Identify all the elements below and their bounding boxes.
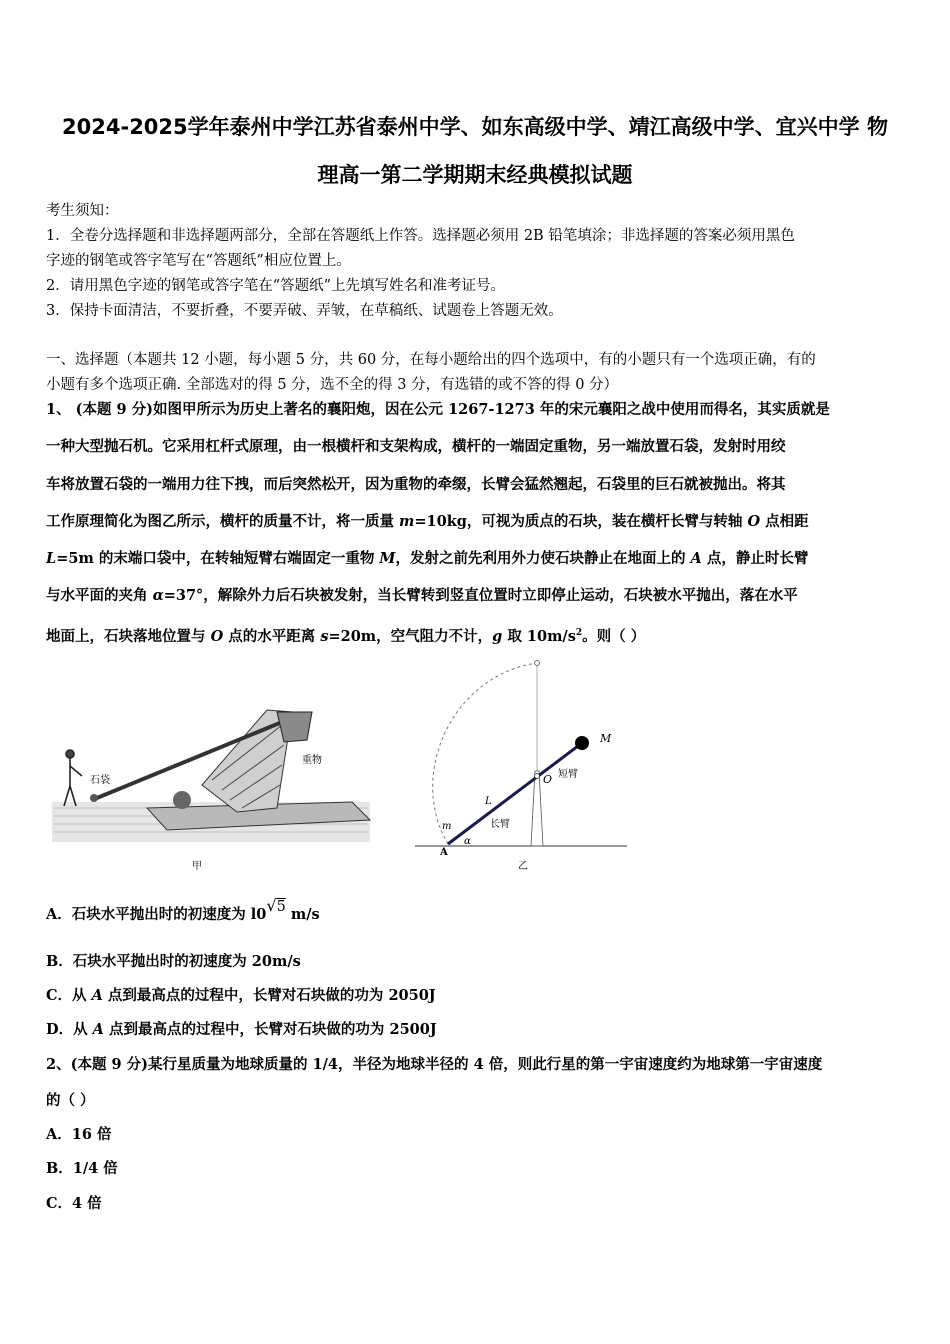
option-b: B．石块水平抛出时的初速度为 20m/s xyxy=(46,953,301,970)
notice-item: 1．全卷分选择题和非选择题两部分，全部在答题纸上作答。选择题必须用 2B 铅笔填涂；非选择题的答案必须用黑色 xyxy=(46,228,795,244)
var-A: A xyxy=(91,987,103,1004)
text-run: 点的水平距离 xyxy=(223,627,321,645)
support-post xyxy=(531,771,543,846)
label-alpha: α xyxy=(464,836,471,847)
notice-item: 2．请用黑色字迹的钢笔或答字笔在“答题纸”上先填写姓名和准考证号。 xyxy=(46,278,506,294)
text-run: 地面上，石块落地位置与 xyxy=(46,627,211,645)
var-g: g xyxy=(492,627,503,645)
question-2-line-2: 的（ ） xyxy=(46,1092,95,1109)
text-run: C．从 xyxy=(46,987,92,1004)
var-s: s xyxy=(320,627,329,645)
option-a-text: A．石块水平抛出时的初速度为 l0 xyxy=(46,906,267,923)
label-A: A xyxy=(440,847,448,855)
exam-title-line-1: 2024-2025学年泰州中学江苏省泰州中学、如东高级中学、靖江高级中学、宜兴中学 物 xyxy=(62,115,888,139)
figure-caption-jia: 甲 xyxy=(192,861,202,872)
var-O: O xyxy=(210,627,224,645)
radicand: 5 xyxy=(276,899,286,915)
text-run: 取 10m/s xyxy=(502,627,576,645)
label-short-arm: 短臂 xyxy=(558,769,578,780)
option-c xyxy=(46,986,436,1006)
var-O: O xyxy=(747,513,761,530)
var-A: A xyxy=(690,550,702,567)
superscript: 2 xyxy=(575,628,583,638)
var-m: m xyxy=(399,513,415,530)
label-counterweight: 重物 xyxy=(302,755,322,766)
notice-item: 字迹的钢笔或答字笔写在“答题纸”相应位置上。 xyxy=(46,253,351,269)
q2-option-c: C．4 倍 xyxy=(46,1195,102,1212)
winch-drum xyxy=(173,791,191,809)
question-1-line xyxy=(46,623,645,647)
label-stone-bag: 石袋 xyxy=(90,775,110,786)
text-run: 工作原理简化为图乙所示，横杆的质量不计，将一质量 xyxy=(46,513,400,530)
text-run: ，发射之前先利用外力使石块静止在地面上的 xyxy=(395,550,691,567)
label-O: O xyxy=(543,773,553,786)
text-run: 点到最高点的过程中，长臂对石块做的功为 2050J xyxy=(102,987,436,1004)
lever-arm xyxy=(448,743,582,844)
option-d xyxy=(46,1020,437,1040)
text-run: =20m，空气阻力不计， xyxy=(328,627,493,645)
label-m: m xyxy=(442,821,452,832)
text-run: =37°，解除外力后石块被发射，当长臂转到竖直位置时立即停止运动，石块被水平抛出，落在水平 xyxy=(163,587,798,604)
top-point xyxy=(535,661,540,666)
option-a-unit: m/s xyxy=(285,906,320,923)
text-run: 。则（ ） xyxy=(582,627,646,645)
var-A: A xyxy=(92,1021,104,1038)
question-2-line-1: 2、(本题 9 分)某行星质量为地球质量的 1/4，半径为地球半径的 4 倍，则此行星的第一宇宙速度约为地球第一宇宙速度 xyxy=(46,1056,823,1073)
text-run: 与水平面的夹角 xyxy=(46,587,153,604)
notice-item: 3．保持卡面清洁，不要折叠，不要弄破、弄皱，在草稿纸、试题卷上答题无效。 xyxy=(46,303,563,319)
catapult-illustration xyxy=(52,690,372,870)
text-run: =10kg，可视为质点的石块，装在横杆长臂与转轴 xyxy=(414,513,748,530)
section-heading-line-2: 小题有多个选项正确. 全部选对的得 5 分，选不全的得 3 分，有选错的或不答的得 0 分） xyxy=(46,377,619,393)
label-L: L xyxy=(485,796,492,807)
q2-option-a: A．16 倍 xyxy=(46,1126,112,1143)
mass-M xyxy=(575,736,589,750)
var-L: L xyxy=(46,550,57,567)
question-1-line: 一种大型抛石机。它采用杠杆式原理，由一根横杆和支架构成，横杆的一端固定重物，另一端放置石袋，发射时用绞 xyxy=(46,438,786,455)
text-run: =5m 的末端口袋中，在转轴短臂右端固定一重物 xyxy=(56,550,380,567)
q2-option-b: B．1/4 倍 xyxy=(46,1160,118,1177)
question-1-line xyxy=(46,512,809,532)
sqrt-icon: √ xyxy=(266,896,277,915)
notice-heading: 考生须知： xyxy=(46,203,119,219)
question-1-line xyxy=(46,586,798,606)
question-1-line xyxy=(46,549,808,569)
pivot-O xyxy=(535,774,540,779)
label-long-arm: 长臂 xyxy=(490,819,510,830)
soldier-figure xyxy=(64,750,82,806)
text-run: D．从 xyxy=(46,1021,93,1038)
var-alpha: α xyxy=(152,587,164,604)
question-1-line: 1、 (本题 9 分)如图甲所示为历史上著名的襄阳炮，因在公元 1267-1273 年的宋元襄阳之战中使用而得名，其实质就是 xyxy=(46,401,830,418)
text-run: 点相距 xyxy=(760,513,809,530)
option-a xyxy=(46,896,320,925)
figure-caption-yi: 乙 xyxy=(518,861,528,872)
section-heading-line-1: 一、选择题（本题共 12 小题，每小题 5 分，共 60 分，在每小题给出的四个选项中，有的小题只有一个选项正确，有的 xyxy=(46,352,816,368)
label-M: M xyxy=(600,732,612,745)
exam-title-line-2: 理高一第二学期期末经典模拟试题 xyxy=(317,163,633,187)
catapult-schematic xyxy=(412,655,632,855)
var-M: M xyxy=(379,550,396,567)
stone-bag xyxy=(90,794,98,802)
text-run: 点到最高点的过程中，长臂对石块做的功为 2500J xyxy=(103,1021,437,1038)
text-run: 点，静止时长臂 xyxy=(701,550,809,567)
question-1-line: 车将放置石袋的一端用力往下拽，而后突然松开，因为重物的牵缀，长臂会猛然翘起，石袋里的巨石就被抛出。将其 xyxy=(46,476,786,493)
